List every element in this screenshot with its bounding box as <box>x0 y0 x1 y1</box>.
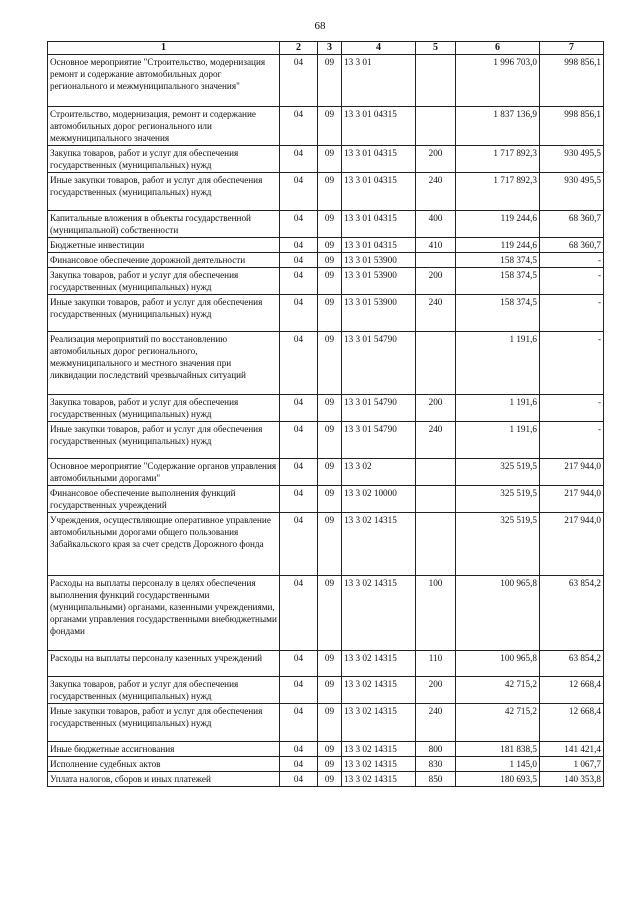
row-expense-type-cell: 200 <box>416 268 456 295</box>
row-target-code-cell: 13 3 02 14315 <box>342 772 416 787</box>
row-amount-2-cell: 1 067,7 <box>540 757 604 772</box>
column-header: 3 <box>318 42 342 55</box>
row-section-cell: 04 <box>280 513 318 576</box>
row-section-cell: 04 <box>280 704 318 742</box>
table-row <box>48 757 604 772</box>
row-expense-type-cell <box>416 253 456 268</box>
row-amount-2-cell: - <box>540 268 604 295</box>
row-expense-type-cell: 830 <box>416 757 456 772</box>
table-row <box>48 704 604 742</box>
row-section-cell: 04 <box>280 757 318 772</box>
row-amount-2-cell: 217 944,0 <box>540 486 604 513</box>
table-row <box>48 651 604 677</box>
row-amount-2-cell: - <box>540 332 604 395</box>
row-amount-1-cell: 325 519,5 <box>456 459 540 486</box>
column-header: 5 <box>416 42 456 55</box>
table-row <box>48 576 604 651</box>
row-target-code-cell: 13 3 01 04315 <box>342 107 416 146</box>
row-section-cell: 04 <box>280 772 318 787</box>
row-amount-1-cell: 1 717 892,3 <box>456 173 540 211</box>
row-subsection-cell: 09 <box>318 704 342 742</box>
row-amount-2-cell: 217 944,0 <box>540 513 604 576</box>
row-amount-2-cell: 68 360,7 <box>540 211 604 238</box>
row-subsection-cell: 09 <box>318 513 342 576</box>
row-section-cell: 04 <box>280 459 318 486</box>
table-row <box>48 268 604 295</box>
row-name-cell: Иные бюджетные ассигнования <box>48 742 280 757</box>
row-target-code-cell: 13 3 01 53900 <box>342 268 416 295</box>
header-row <box>48 42 604 55</box>
row-subsection-cell: 09 <box>318 211 342 238</box>
page-number: 68 <box>314 20 326 32</box>
table-row <box>48 107 604 146</box>
row-amount-1-cell: 158 374,5 <box>456 268 540 295</box>
row-amount-1-cell: 119 244,6 <box>456 238 540 253</box>
table-row <box>48 422 604 459</box>
row-section-cell: 04 <box>280 268 318 295</box>
table-row <box>48 395 604 422</box>
table-row <box>48 211 604 238</box>
row-amount-1-cell: 1 717 892,3 <box>456 146 540 173</box>
row-section-cell: 04 <box>280 332 318 395</box>
row-expense-type-cell: 240 <box>416 422 456 459</box>
row-name-cell: Иные закупки товаров, работ и услуг для обеспечения государственных (муниципальных) нужд <box>48 173 280 211</box>
row-expense-type-cell: 240 <box>416 173 456 211</box>
row-amount-2-cell: - <box>540 295 604 332</box>
row-amount-2-cell: 63 854,2 <box>540 651 604 677</box>
row-name-cell: Финансовое обеспечение дорожной деятельности <box>48 253 280 268</box>
budget-table <box>47 41 604 787</box>
row-name-cell: Закупка товаров, работ и услуг для обеспечения государственных (муниципальных) нужд <box>48 395 280 422</box>
row-target-code-cell: 13 3 02 <box>342 459 416 486</box>
row-amount-2-cell: 68 360,7 <box>540 238 604 253</box>
row-name-cell: Иные закупки товаров, работ и услуг для обеспечения государственных (муниципальных) нужд <box>48 295 280 332</box>
row-section-cell: 04 <box>280 211 318 238</box>
row-subsection-cell: 09 <box>318 459 342 486</box>
column-header: 6 <box>456 42 540 55</box>
table-row <box>48 772 604 787</box>
row-target-code-cell: 13 3 02 14315 <box>342 576 416 651</box>
row-section-cell: 04 <box>280 173 318 211</box>
row-section-cell: 04 <box>280 107 318 146</box>
row-amount-2-cell: 217 944,0 <box>540 459 604 486</box>
row-name-cell: Иные закупки товаров, работ и услуг для обеспечения государственных (муниципальных) нужд <box>48 422 280 459</box>
row-name-cell: Иные закупки товаров, работ и услуг для обеспечения государственных (муниципальных) нужд <box>48 704 280 742</box>
table-row <box>48 742 604 757</box>
row-amount-1-cell: 325 519,5 <box>456 513 540 576</box>
row-name-cell: Основное мероприятие "Содержание органов управления автомобильными дорогами" <box>48 459 280 486</box>
row-name-cell: Строительство, модернизация, ремонт и содержание автомобильных дорог регионального или межмуниципального значения <box>48 107 280 146</box>
row-expense-type-cell <box>416 332 456 395</box>
table-row <box>48 486 604 513</box>
row-amount-2-cell: 140 353,8 <box>540 772 604 787</box>
row-target-code-cell: 13 3 02 10000 <box>342 486 416 513</box>
row-subsection-cell: 09 <box>318 677 342 704</box>
row-amount-1-cell: 1 996 703,0 <box>456 55 540 107</box>
column-header: 4 <box>342 42 416 55</box>
row-expense-type-cell: 240 <box>416 704 456 742</box>
row-expense-type-cell <box>416 459 456 486</box>
row-amount-2-cell: - <box>540 395 604 422</box>
table-row <box>48 253 604 268</box>
row-subsection-cell: 09 <box>318 576 342 651</box>
row-amount-2-cell: 998 856,1 <box>540 107 604 146</box>
row-section-cell: 04 <box>280 677 318 704</box>
row-amount-2-cell: 930 495,5 <box>540 173 604 211</box>
table-row <box>48 55 604 107</box>
row-subsection-cell: 09 <box>318 295 342 332</box>
row-section-cell: 04 <box>280 576 318 651</box>
row-name-cell: Бюджетные инвестиции <box>48 238 280 253</box>
row-expense-type-cell: 410 <box>416 238 456 253</box>
row-section-cell: 04 <box>280 486 318 513</box>
table-row <box>48 146 604 173</box>
row-name-cell: Закупка товаров, работ и услуг для обеспечения государственных (муниципальных) нужд <box>48 146 280 173</box>
row-target-code-cell: 13 3 01 04315 <box>342 173 416 211</box>
row-section-cell: 04 <box>280 295 318 332</box>
row-subsection-cell: 09 <box>318 395 342 422</box>
row-section-cell: 04 <box>280 253 318 268</box>
row-amount-1-cell: 325 519,5 <box>456 486 540 513</box>
column-header: 1 <box>48 42 280 55</box>
row-target-code-cell: 13 3 02 14315 <box>342 651 416 677</box>
row-expense-type-cell <box>416 513 456 576</box>
row-amount-2-cell: 63 854,2 <box>540 576 604 651</box>
row-amount-1-cell: 1 191,6 <box>456 332 540 395</box>
row-amount-2-cell: 12 668,4 <box>540 704 604 742</box>
row-name-cell: Расходы на выплаты персоналу в целях обеспечения выполнения функций государственными (муниципальными) органами, казенными учреждениями, органами управления государственными внебюджетными фондами <box>48 576 280 651</box>
row-target-code-cell: 13 3 01 <box>342 55 416 107</box>
row-amount-1-cell: 42 715,2 <box>456 677 540 704</box>
table-row <box>48 513 604 576</box>
row-expense-type-cell: 400 <box>416 211 456 238</box>
row-subsection-cell: 09 <box>318 238 342 253</box>
row-amount-1-cell: 180 693,5 <box>456 772 540 787</box>
row-target-code-cell: 13 3 02 14315 <box>342 757 416 772</box>
row-amount-1-cell: 100 965,8 <box>456 651 540 677</box>
row-name-cell: Финансовое обеспечение выполнения функций государственных учреждений <box>48 486 280 513</box>
row-amount-1-cell: 100 965,8 <box>456 576 540 651</box>
row-amount-2-cell: 141 421,4 <box>540 742 604 757</box>
table-row <box>48 295 604 332</box>
row-subsection-cell: 09 <box>318 107 342 146</box>
row-amount-2-cell: - <box>540 422 604 459</box>
row-target-code-cell: 13 3 01 53900 <box>342 253 416 268</box>
row-section-cell: 04 <box>280 395 318 422</box>
row-name-cell: Закупка товаров, работ и услуг для обеспечения государственных (муниципальных) нужд <box>48 268 280 295</box>
row-target-code-cell: 13 3 02 14315 <box>342 742 416 757</box>
row-amount-1-cell: 1 145,0 <box>456 757 540 772</box>
row-expense-type-cell: 800 <box>416 742 456 757</box>
row-section-cell: 04 <box>280 742 318 757</box>
column-header: 2 <box>280 42 318 55</box>
row-subsection-cell: 09 <box>318 757 342 772</box>
row-expense-type-cell: 200 <box>416 146 456 173</box>
row-subsection-cell: 09 <box>318 742 342 757</box>
row-amount-1-cell: 1 837 136,9 <box>456 107 540 146</box>
row-name-cell: Уплата налогов, сборов и иных платежей <box>48 772 280 787</box>
row-target-code-cell: 13 3 01 54790 <box>342 332 416 395</box>
row-section-cell: 04 <box>280 146 318 173</box>
row-expense-type-cell <box>416 55 456 107</box>
row-section-cell: 04 <box>280 238 318 253</box>
row-subsection-cell: 09 <box>318 146 342 173</box>
row-target-code-cell: 13 3 01 54790 <box>342 395 416 422</box>
row-amount-1-cell: 1 191,6 <box>456 395 540 422</box>
row-subsection-cell: 09 <box>318 651 342 677</box>
row-target-code-cell: 13 3 01 04315 <box>342 238 416 253</box>
row-target-code-cell: 13 3 01 53900 <box>342 295 416 332</box>
row-amount-1-cell: 42 715,2 <box>456 704 540 742</box>
row-subsection-cell: 09 <box>318 332 342 395</box>
row-expense-type-cell: 200 <box>416 677 456 704</box>
row-amount-1-cell: 1 191,6 <box>456 422 540 459</box>
row-name-cell: Капитальные вложения в объекты государственной (муниципальной) собственности <box>48 211 280 238</box>
row-name-cell: Основное мероприятие "Строительство, модернизация ремонт и содержание автомобильных дорог регионального и межмуниципального значения" <box>48 55 280 107</box>
row-subsection-cell: 09 <box>318 55 342 107</box>
row-subsection-cell: 09 <box>318 422 342 459</box>
row-expense-type-cell: 240 <box>416 295 456 332</box>
row-expense-type-cell: 200 <box>416 395 456 422</box>
row-subsection-cell: 09 <box>318 253 342 268</box>
row-expense-type-cell <box>416 107 456 146</box>
table-row <box>48 238 604 253</box>
row-target-code-cell: 13 3 01 04315 <box>342 146 416 173</box>
row-amount-1-cell: 181 838,5 <box>456 742 540 757</box>
row-subsection-cell: 09 <box>318 772 342 787</box>
row-amount-2-cell: 998 856,1 <box>540 55 604 107</box>
row-amount-1-cell: 158 374,5 <box>456 253 540 268</box>
row-name-cell: Учреждения, осуществляющие оперативное управление автомобильными дорогами общего пользования Забайкальского края за счет средств Дорожного фонда <box>48 513 280 576</box>
column-header: 7 <box>540 42 604 55</box>
table-row <box>48 459 604 486</box>
row-amount-2-cell: 12 668,4 <box>540 677 604 704</box>
row-name-cell: Расходы на выплаты персоналу казенных учреждений <box>48 651 280 677</box>
row-amount-1-cell: 158 374,5 <box>456 295 540 332</box>
row-target-code-cell: 13 3 02 14315 <box>342 677 416 704</box>
row-name-cell: Закупка товаров, работ и услуг для обеспечения государственных (муниципальных) нужд <box>48 677 280 704</box>
row-target-code-cell: 13 3 02 14315 <box>342 704 416 742</box>
row-name-cell: Исполнение судебных актов <box>48 757 280 772</box>
row-subsection-cell: 09 <box>318 268 342 295</box>
row-amount-2-cell: - <box>540 253 604 268</box>
row-expense-type-cell: 110 <box>416 651 456 677</box>
row-subsection-cell: 09 <box>318 486 342 513</box>
row-expense-type-cell <box>416 486 456 513</box>
row-section-cell: 04 <box>280 651 318 677</box>
row-target-code-cell: 13 3 01 54790 <box>342 422 416 459</box>
row-expense-type-cell: 850 <box>416 772 456 787</box>
row-name-cell: Реализация мероприятий по восстановлению автомобильных дорог регионального, межмуниципального и местного значения при ликвидации последствий чрезвычайных ситуаций <box>48 332 280 395</box>
row-section-cell: 04 <box>280 55 318 107</box>
row-section-cell: 04 <box>280 422 318 459</box>
row-subsection-cell: 09 <box>318 173 342 211</box>
table-row <box>48 332 604 395</box>
row-target-code-cell: 13 3 02 14315 <box>342 513 416 576</box>
table-row <box>48 173 604 211</box>
row-amount-1-cell: 119 244,6 <box>456 211 540 238</box>
row-expense-type-cell: 100 <box>416 576 456 651</box>
row-amount-2-cell: 930 495,5 <box>540 146 604 173</box>
table-row <box>48 677 604 704</box>
row-target-code-cell: 13 3 01 04315 <box>342 211 416 238</box>
